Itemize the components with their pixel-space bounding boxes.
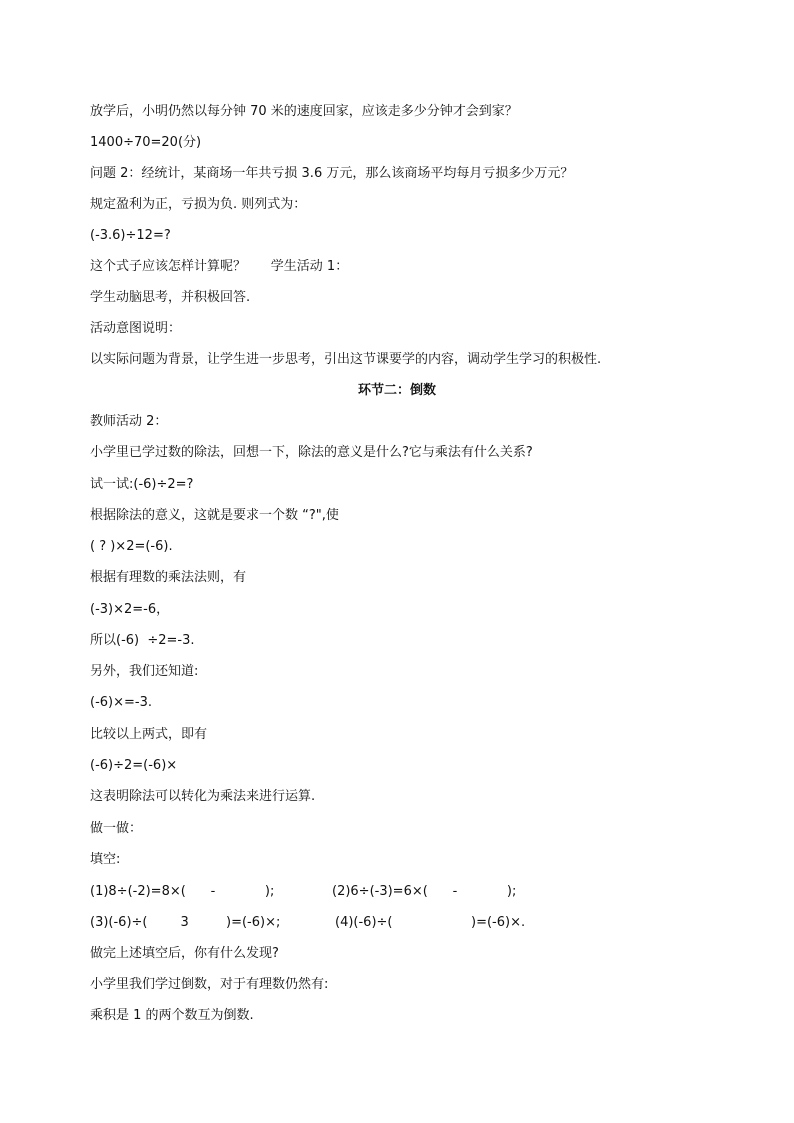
text-line: 教师活动 2：: [90, 414, 168, 429]
text-line: 这表明除法可以转化为乘法来进行运算.: [90, 789, 316, 804]
text-line: 以实际问题为背景，让学生进一步思考，引出这节课要学的内容，调动学生学习的积极性.: [90, 352, 602, 367]
text-line: 根据有理数的乘法法则，有: [90, 570, 247, 585]
fill-in-item-2: (2)6÷(-3)=6×( - );: [332, 884, 517, 899]
text-line: 比较以上两式，即有: [90, 727, 208, 742]
text-line: 小学里已学过数的除法，回想一下，除法的意义是什么?它与乘法有什么关系?: [90, 445, 533, 460]
fill-in-item-1: (1)8÷(-2)=8×( - );: [90, 884, 275, 899]
fill-in-item-3: (3)(-6)÷( 3 )=(-6)×;: [90, 915, 281, 930]
text-line: (-3.6)÷12=?: [90, 228, 171, 243]
text-line: 小学里我们学过倒数，对于有理数仍然有:: [90, 977, 329, 992]
text-line: ( ? )×2=(-6).: [90, 539, 173, 554]
text-line: 这个式子应该怎样计算呢？ 学生活动 1：: [90, 259, 349, 274]
text-line: 填空:: [90, 852, 121, 867]
text-line: (-3)×2=-6，: [90, 602, 170, 617]
text-line: 另外，我们还知道:: [90, 664, 199, 679]
text-line: 放学后，小明仍然以每分钟 70 米的速度回家，应该走多少分钟才会到家？: [90, 104, 518, 119]
text-line: 乘积是 1 的两个数互为倒数.: [90, 1008, 254, 1023]
section-heading: 环节二：倒数: [357, 383, 436, 398]
text-line: 所以(-6) ÷2=-3.: [90, 633, 195, 648]
text-line: 规定盈利为正，亏损为负. 则列式为：: [90, 197, 307, 212]
text-line: 问题 2：经统计，某商场一年共亏损 3.6 万元，那么该商场平均每月亏损多少万元？: [90, 166, 574, 181]
text-line: 做完上述填空后，你有什么发现?: [90, 946, 279, 961]
text-line: 试一试:(-6)÷2=?: [90, 477, 194, 492]
fill-in-item-4: (4)(-6)÷( )=(-6)×.: [335, 915, 526, 930]
text-line: (-6)÷2=(-6)×: [90, 758, 178, 773]
text-line: 根据除法的意义，这就是要求一个数 “?",使: [90, 508, 339, 523]
text-line: 活动意图说明：: [90, 321, 182, 336]
text-line: 1400÷70=20(分): [90, 135, 202, 150]
text-line: 做一做：: [90, 821, 143, 836]
text-line: (-6)×=-3.: [90, 695, 152, 710]
text-line: 学生动脑思考，并积极回答.: [90, 290, 251, 305]
